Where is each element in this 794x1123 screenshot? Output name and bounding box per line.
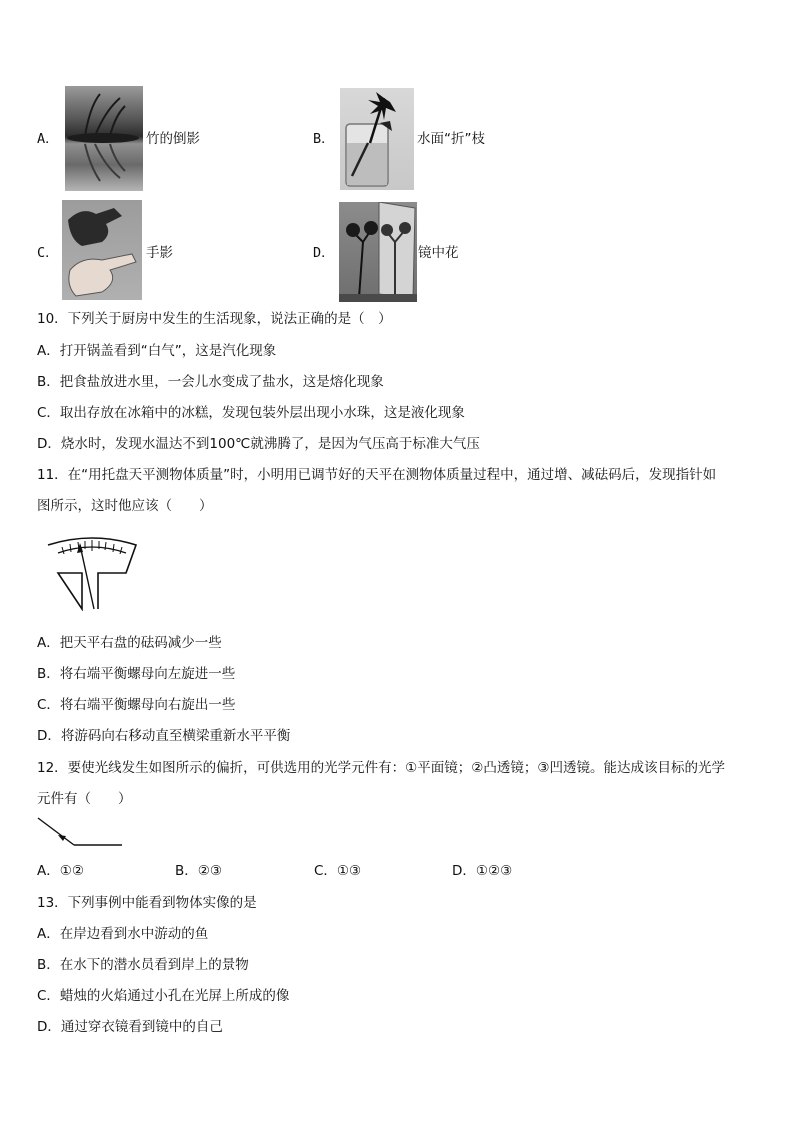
option-caption: 竹的倒影 xyxy=(146,131,200,147)
option-caption: 水面“折”枝 xyxy=(417,131,485,147)
option-a: A．打开锅盖看到“白气”，这是汽化现象 xyxy=(37,343,277,359)
option-d: D．通过穿衣镜看到镜中的自己 xyxy=(37,1019,223,1035)
option-letter: C． xyxy=(37,245,59,261)
question-stem-line2: 元件有（ ） xyxy=(37,791,132,807)
bamboo-reflection-photo xyxy=(65,86,143,191)
option-caption: 手影 xyxy=(146,245,173,261)
bent-branch-in-water-photo xyxy=(340,88,414,190)
option-d: D．将游码向右移动直至横梁重新水平平衡 xyxy=(37,728,291,744)
option-c: C．蜡烛的火焰通过小孔在光屏上所成的像 xyxy=(37,988,290,1004)
question-stem-line1: 12．要使光线发生如图所示的偏折，可供选用的光学元件有：①平面镜；②凸透镜；③凹透镜。能达成该目标的光学 xyxy=(37,760,725,776)
balance-pointer-diagram xyxy=(44,533,140,611)
option-letter: B． xyxy=(313,131,335,147)
option-b: B．将右端平衡螺母向左旋进一些 xyxy=(37,666,236,682)
question-stem: 10．下列关于厨房中发生的生活现象，说法正确的是（ ） xyxy=(37,311,392,327)
question-stem: 13．下列事例中能看到物体实像的是 xyxy=(37,895,257,911)
option-caption: 镜中花 xyxy=(418,245,459,261)
option-c: C．取出存放在冰箱中的冰糕，发现包装外层出现小水珠，这是液化现象 xyxy=(37,405,465,421)
option-a: A．在岸边看到水中游动的鱼 xyxy=(37,926,209,942)
option-letter: D． xyxy=(313,245,335,261)
option-letter: A． xyxy=(37,131,59,147)
option-b: B．把食盐放进水里，一会儿水变成了盐水，这是熔化现象 xyxy=(37,374,384,390)
option-a: A．把天平右盘的砝码减少一些 xyxy=(37,635,222,651)
option-d: D．烧水时，发现水温达不到100℃就沸腾了，是因为气压高于标准大气压 xyxy=(37,436,480,452)
option-c: C．将右端平衡螺母向右旋出一些 xyxy=(37,697,236,713)
option-a: A．①② xyxy=(37,863,84,879)
question-stem-line2: 图所示，这时他应该（ ） xyxy=(37,498,213,514)
option-c: C．①③ xyxy=(314,863,362,879)
option-d: D．①②③ xyxy=(452,863,513,879)
option-b: B．在水下的潜水员看到岸上的景物 xyxy=(37,957,249,973)
flower-in-mirror-photo xyxy=(339,202,417,302)
hand-shadow-photo xyxy=(62,200,142,300)
question-stem-line1: 11．在“用托盘天平测物体质量”时，小明用已调节好的天平在测物体质量过程中，通过增、减砝码后，发现指针如 xyxy=(37,467,717,483)
light-deflection-diagram xyxy=(36,815,126,851)
option-b: B．②③ xyxy=(175,863,222,879)
